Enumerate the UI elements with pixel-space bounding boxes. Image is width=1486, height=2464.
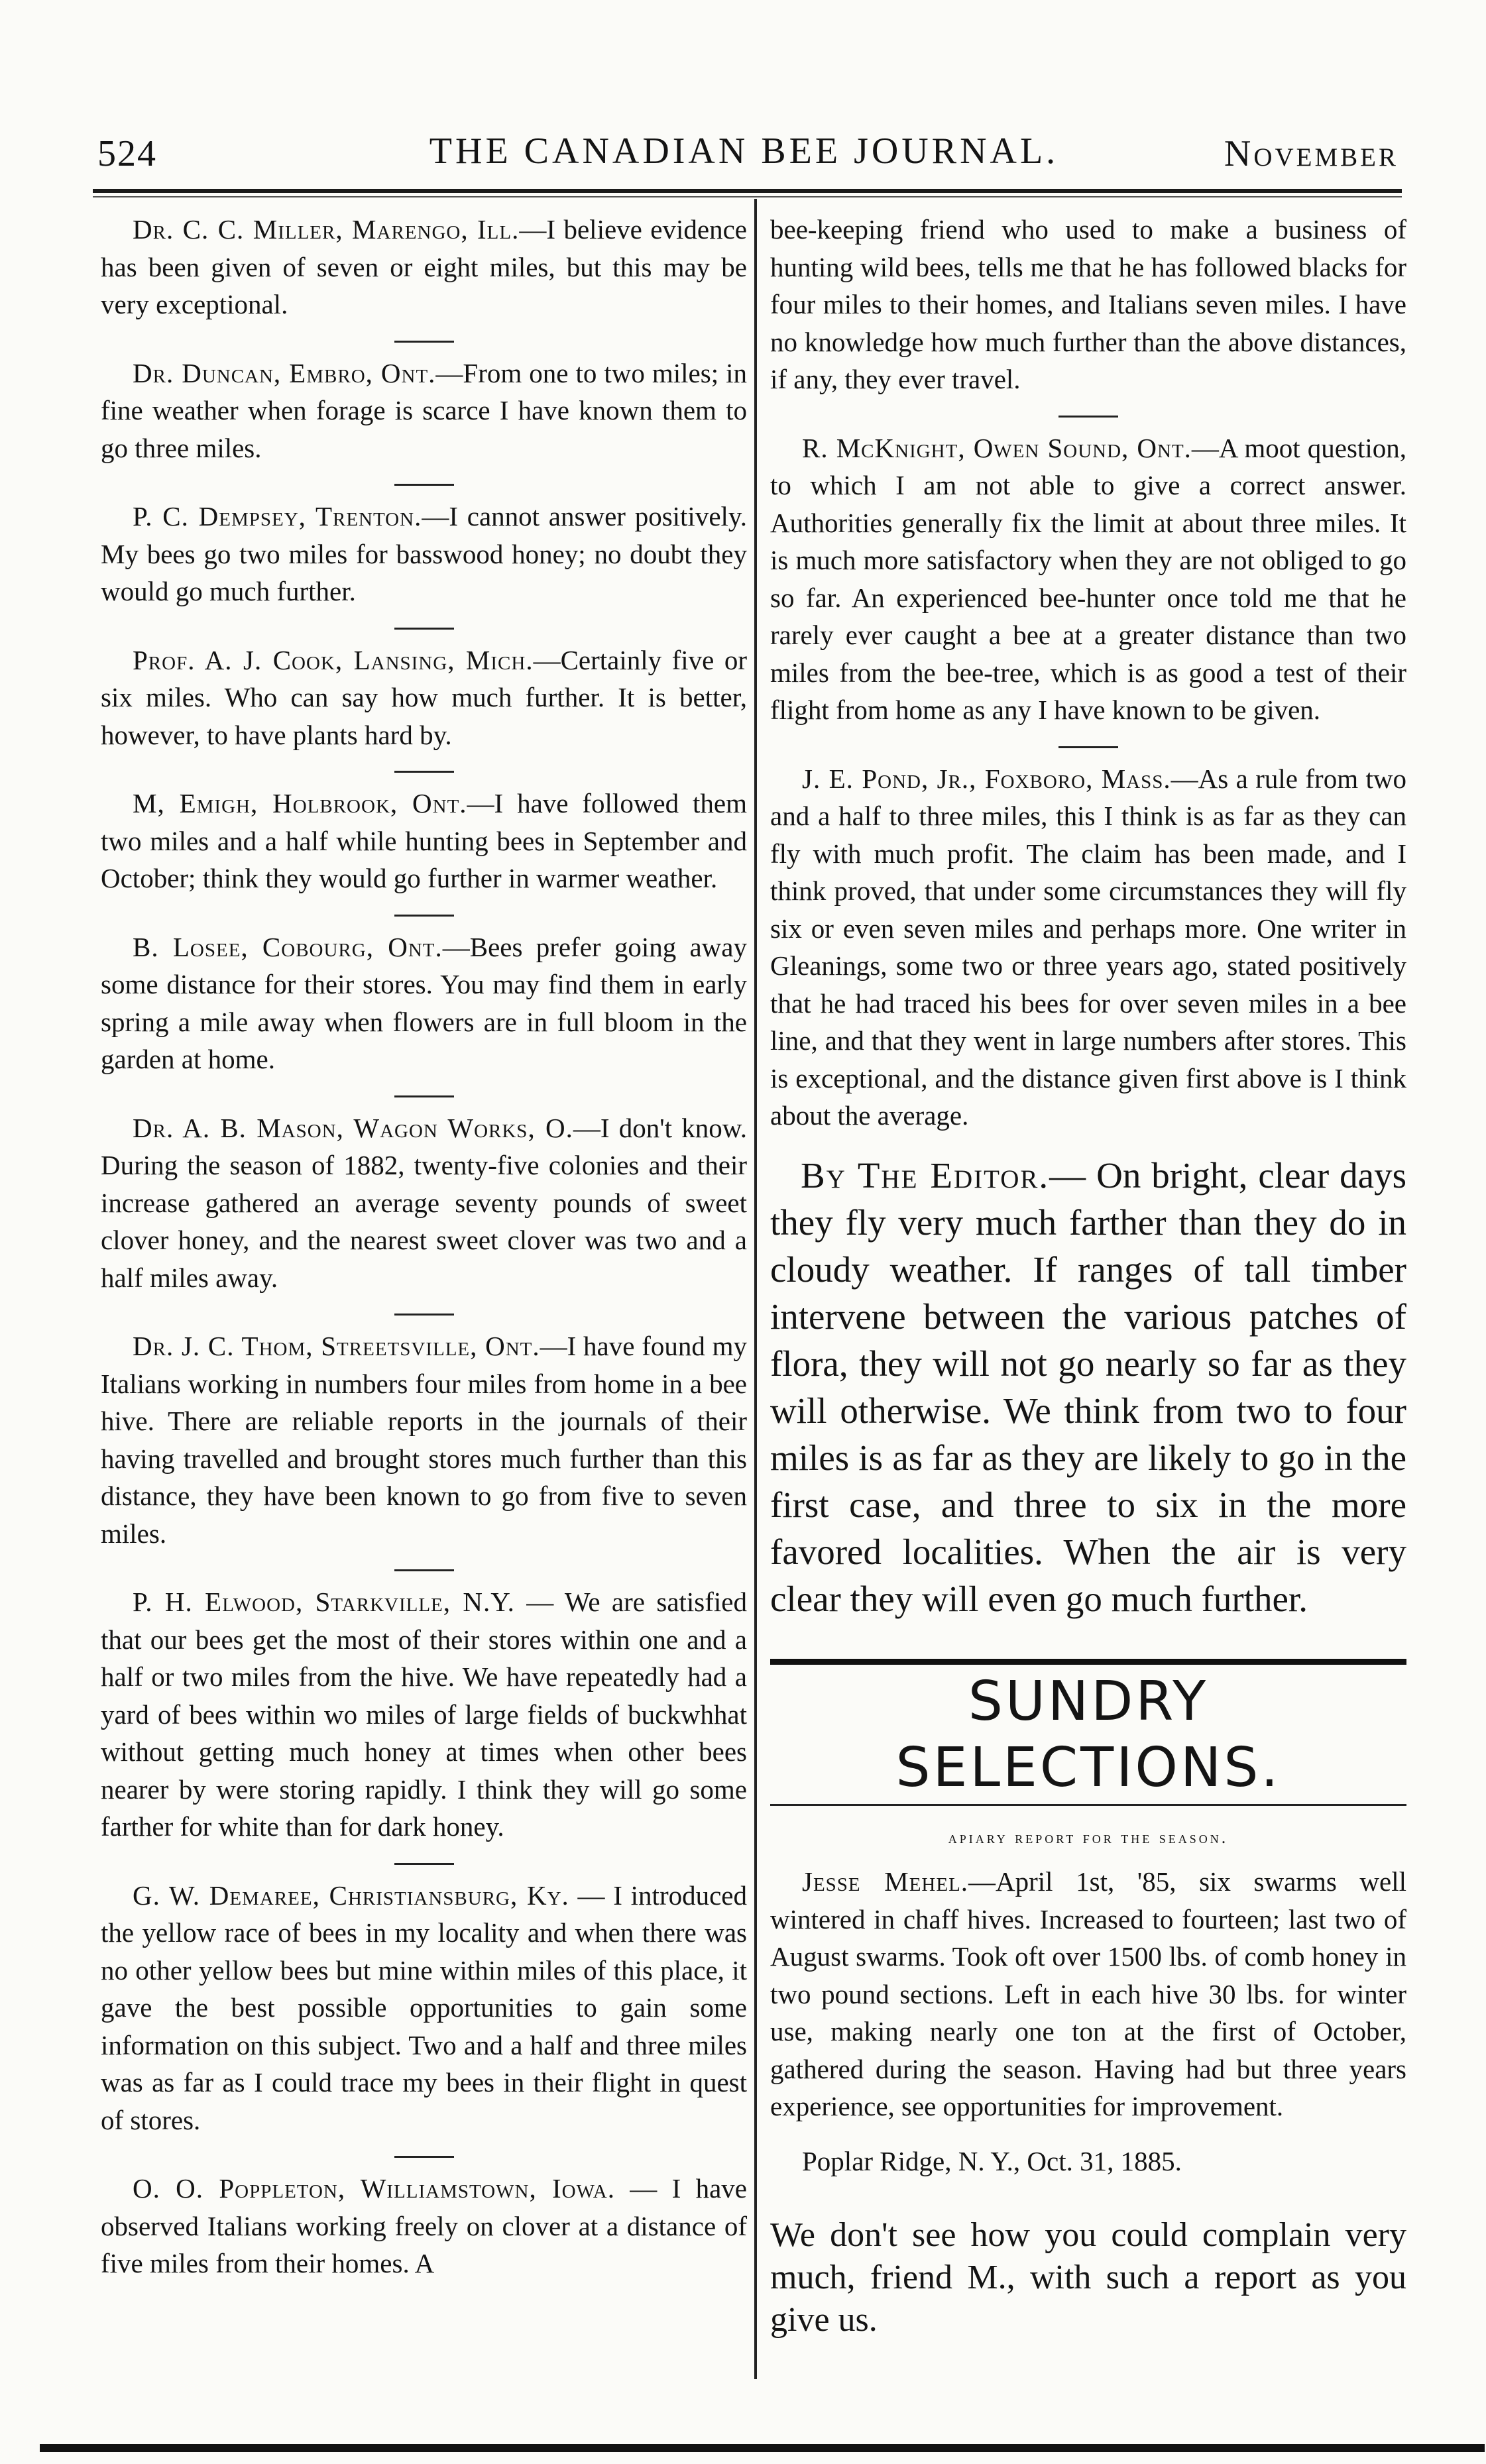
section-rule xyxy=(770,1659,1406,1665)
entry-mason: Dr. A. B. Mason, Wagon Works, O.—I don't know. During the season of 1882, twenty-five colonies and their increase gathered an average seventy pounds of sweet clover honey, and the nearest sweet clover was two and a half miles away. xyxy=(101,1112,747,1293)
section-rule-thin xyxy=(770,1804,1406,1806)
entry-losee: B. Losee, Cobourg, Ont.—Bees prefer going away some distance for their stores. You may find them in early spring a mile away when flowers are in full bloom in the garden at home. xyxy=(101,931,747,1074)
page-number: 524 xyxy=(97,133,157,174)
entry-mehel: Jesse Mehel.—April 1st, '85, six swarms well wintered in chaff hives. Increased to fourteen; last two of August swarms. Took oft over 1500 lbs. of comb honey in two pound sections. Left in each hive 30 lbs. for winter use, making nearly one ton at the first of October, gathered during the season. Having had but three years experience, see opportunities for improvement. xyxy=(770,1866,1406,2121)
entry-poppleton: O. O. Poppleton, Williamstown, Iowa. — I have observed Italians working freely on clover at a distance of five miles from their homes. A xyxy=(101,2173,747,2278)
report-dateline: Poplar Ridge, N. Y., Oct. 31, 1885. xyxy=(802,2145,1182,2176)
entry-demaree: G. W. Demaree, Christiansburg, Ky. — I introduced the yellow race of bees in my locality and when there was no other yellow bees but mine within miles of this place, it gave the best possible opportunities to gain some information on this subject. Two and a half and three miles was as far as I could trace my bees in their flight in quest of stores. xyxy=(101,1879,747,2135)
entry-separator xyxy=(394,1569,454,1571)
report-subhead: apiary report for the season. xyxy=(948,1827,1229,1847)
entry-elwood: P. H. Elwood, Starkville, N.Y. — We are satisfied that our bees get the most of their stores within one and a half or two miles from the hive. We have repeatedly had a yard of bees within wo miles of large fields of buckwhhat without getting much honey at times when other bees nearer by were storing rapidly. I think they will go some farther for white than for dark honey. xyxy=(101,1587,747,1842)
entry-separator xyxy=(394,1314,454,1316)
footer-rule xyxy=(40,2444,1485,2452)
entry-mcknight: R. McKnight, Owen Sound, Ont.—A moot question, to which I am not able to give a correct answer. Authorities generally fix the limit at about three miles. It is much more satisfactory when they are not obliged to go so far. An experienced bee-hunter once told me that he rarely ever caught a bee at a greater distance than two miles from the bee-tree, which is as good a test of their flight from home as any I have known to be given. xyxy=(770,432,1406,725)
page-header xyxy=(89,126,1399,186)
entry-separator xyxy=(394,484,454,486)
entry-pond: J. E. Pond, Jr., Foxboro, Mass.—As a rule from two and a half to three miles, this I think is as far as they can fly with much profit. The claim has been made, and I think proved, that under some circumstances they will fly six or even seven miles and perhaps more. One writer in Gleanings, some two or three years ago, stated positively that he had traced his bees for over seven miles in a bee line, and that they went in large numbers after stores. This is exceptional, and the distance given first above is I think about the average. xyxy=(770,763,1407,1131)
entry-separator xyxy=(394,1863,454,1865)
entry-cook: Prof. A. J. Cook, Lansing, Mich.—Certainly five or six miles. Who can say how much further. It is better, however, to have plants hard by. xyxy=(101,644,747,750)
entry-separator xyxy=(394,628,454,630)
entry-separator xyxy=(394,1095,454,1097)
entry-duncan: Dr. Duncan, Embro, Ont.—From one to two miles; in fine weather when forage is scarce I have known them to go three miles. xyxy=(101,357,747,463)
entry-separator xyxy=(1058,746,1118,748)
journal-title: THE CANADIAN BEE JOURNAL. xyxy=(429,131,1059,172)
header-rule-thin xyxy=(93,196,1402,197)
editor-note: By The Editor.— On bright, clear days they fly very much farther than they do in cloudy weather. If ranges of tall timber intervene between the various patches of flora, they will not go nearly so far as they will otherwise. We think from two to four miles is as far as they are likely to go in the first case, and three to six in the more favored localities. When the air is very clear they will even go much further. xyxy=(770,1154,1406,1619)
entry-poppleton-continued: bee-keeping friend who used to make a business of hunting wild bees, tells me that he has followed blacks for four miles to their homes, and Italians seven miles. I have no knowledge how much further than the above distances, if any, they ever travel. xyxy=(770,214,1406,394)
entry-miller: Dr. C. C. Miller, Marengo, Ill.—I believe evidence has been given of seven or eight miles, but this may be very exceptional. xyxy=(101,214,747,319)
entry-separator xyxy=(394,2156,454,2158)
section-title: SUNDRY SELECTIONS. xyxy=(895,1669,1281,1799)
left-column xyxy=(101,211,747,2300)
issue-month: November xyxy=(1224,133,1399,174)
entry-separator xyxy=(394,771,454,773)
entry-emigh: M, Emigh, Holbrook, Ont.—I have followed them two miles and a half while hunting bees in September and October; think they would go further in warmer weather. xyxy=(101,788,747,893)
column-divider xyxy=(754,199,757,2379)
entry-separator xyxy=(1058,416,1118,418)
right-column xyxy=(770,211,1406,2376)
entry-separator xyxy=(394,915,454,917)
editor-reply: We don't see how you could complain very much, friend M., with such a report as you give us. xyxy=(770,2216,1406,2339)
entry-thom: Dr. J. C. Thom, Streetsville, Ont.—I have found my Italians working in numbers four miles from home in a bee hive. There are reliable reports in the journals of their having travelled and brought stores much further than this distance, they have been known to go from five to seven miles. xyxy=(101,1331,747,1549)
entry-dempsey: P. C. Dempsey, Trenton.—I cannot answer positively. My bees go two miles for basswood honey; no doubt they would go much further. xyxy=(101,501,747,606)
header-rule xyxy=(93,189,1402,193)
entry-separator xyxy=(394,341,454,343)
